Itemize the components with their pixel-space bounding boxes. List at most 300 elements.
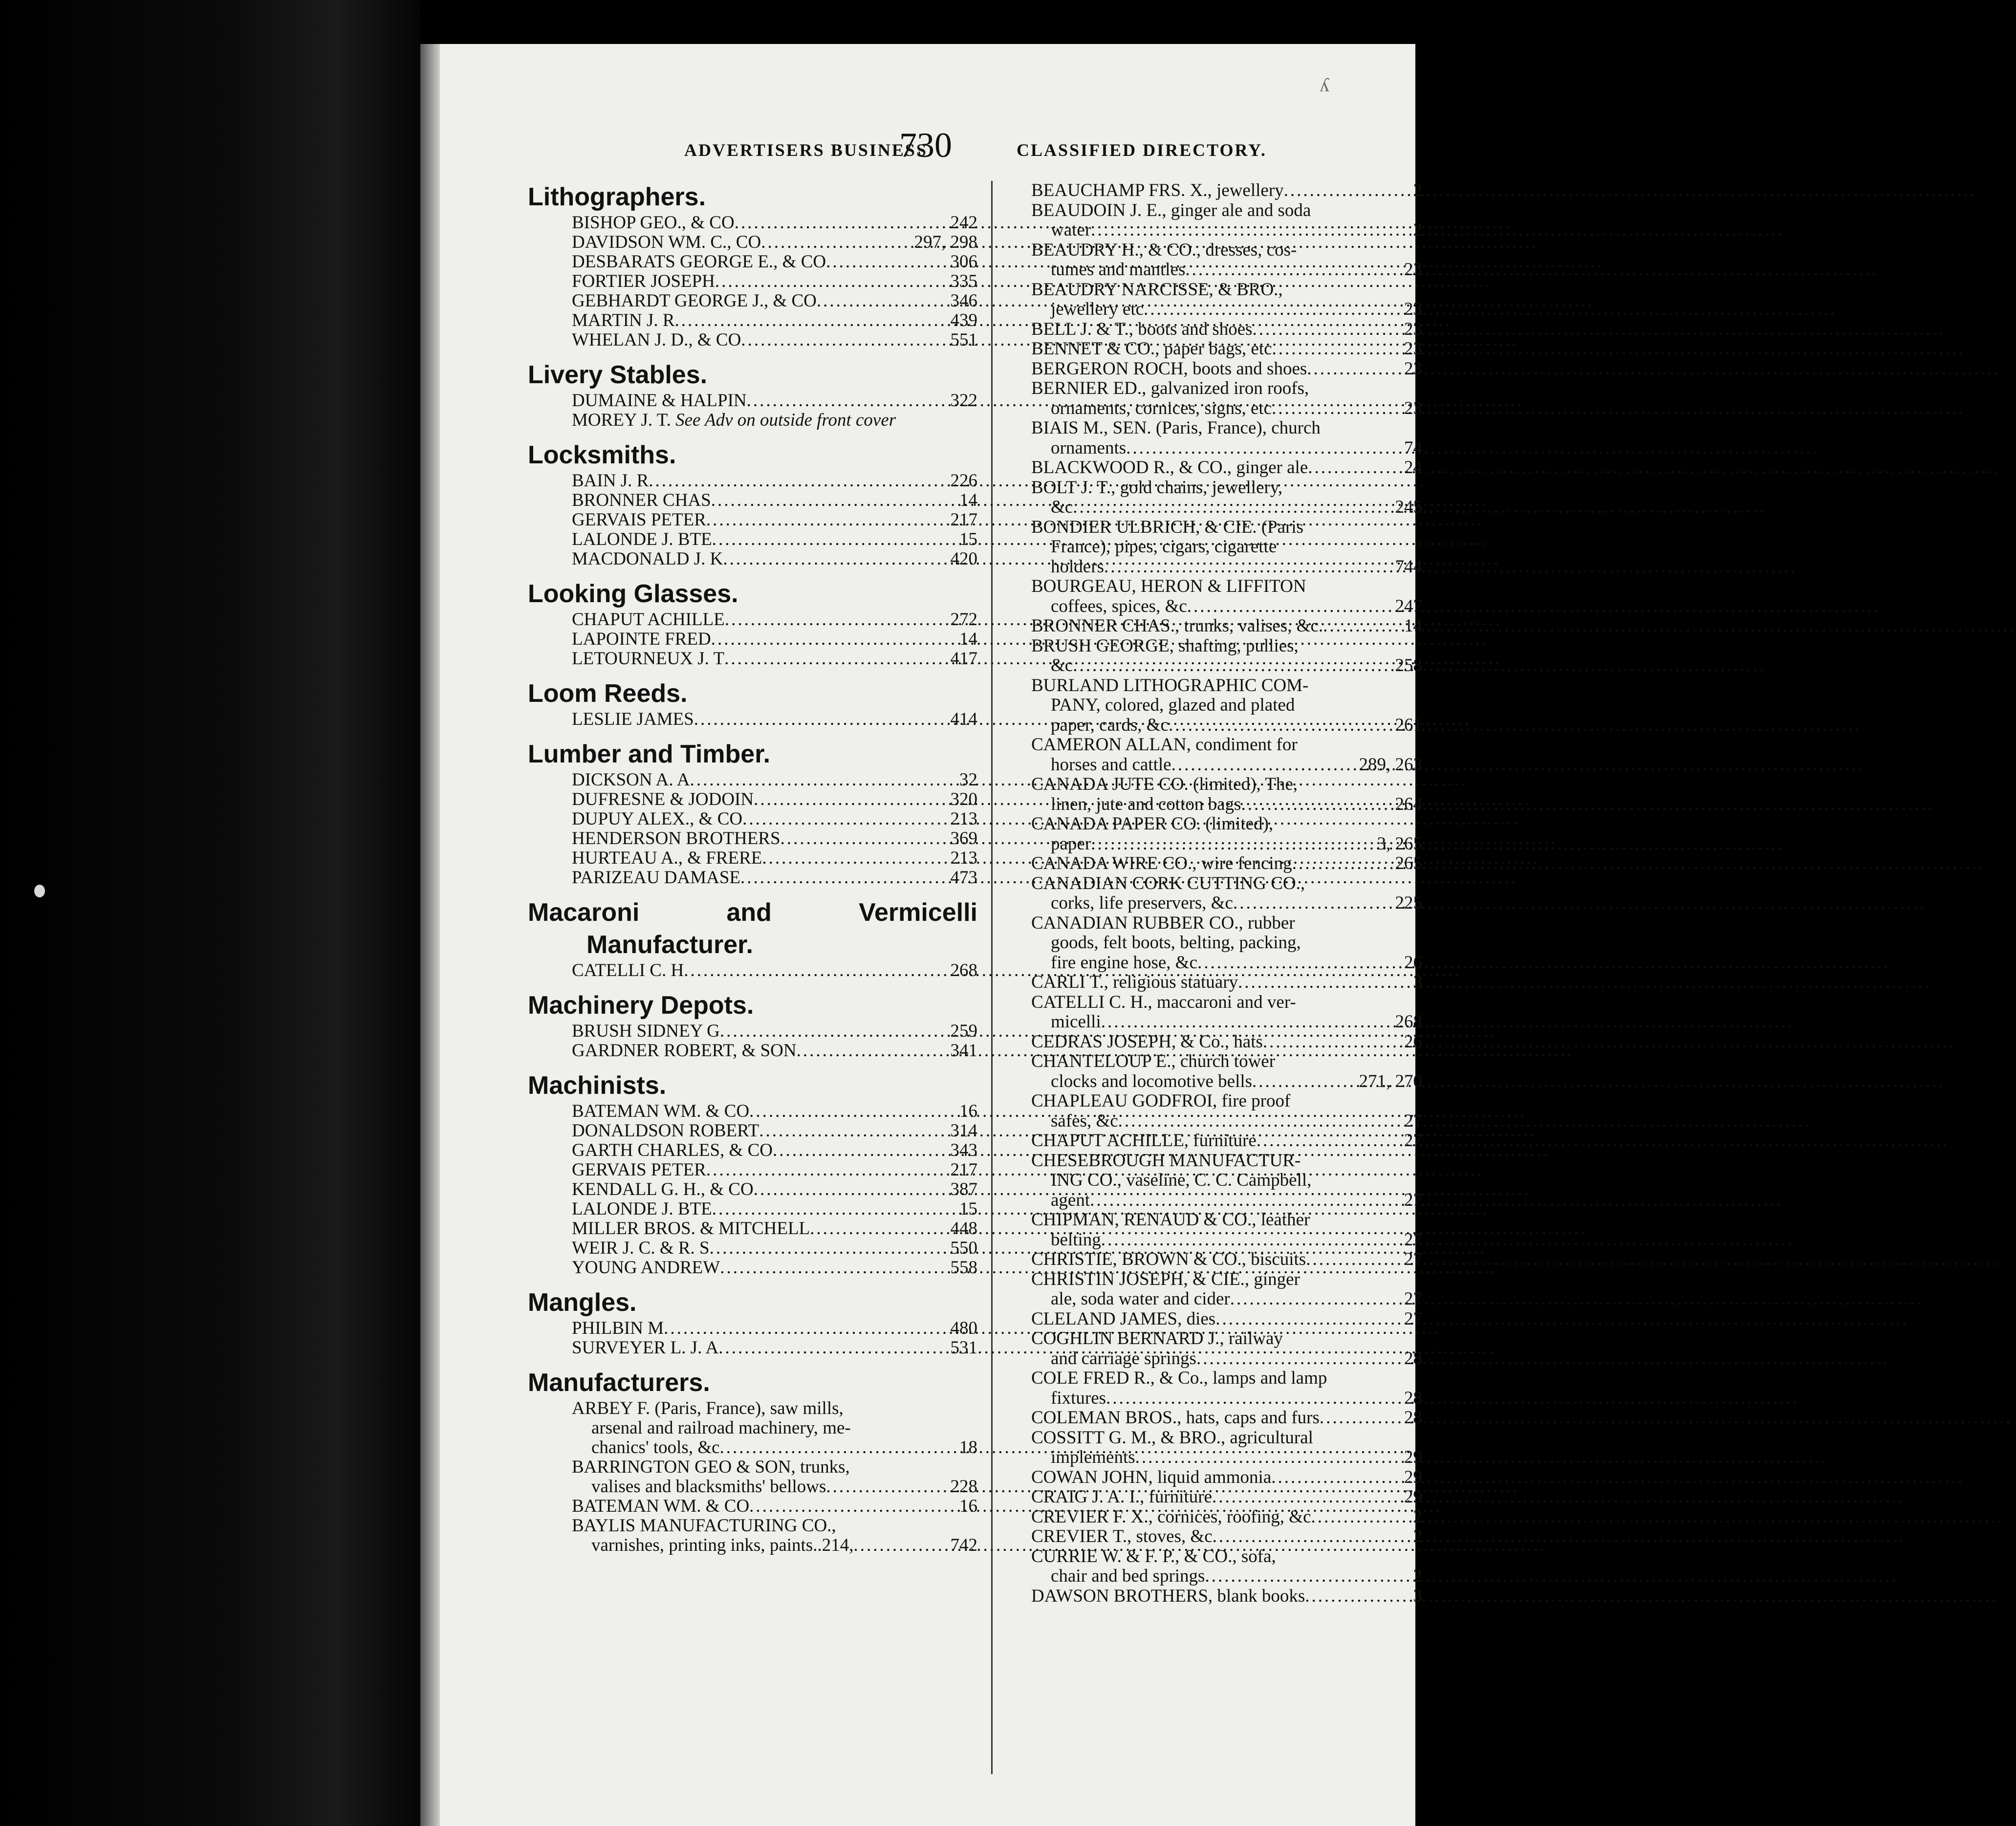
entry-line [1031, 636, 1422, 656]
directory-entry [572, 491, 977, 510]
entry-line [1031, 1329, 1422, 1349]
entry-page: 341 [950, 1041, 977, 1061]
entry-line [1031, 1587, 1422, 1607]
entry-name: LALONDE J. BTE [572, 529, 712, 549]
entry-name: LAPOINTE FRED [572, 629, 711, 649]
entry-line [1031, 854, 1422, 874]
directory-entry [1031, 854, 1422, 874]
entry-line [1031, 1408, 1422, 1428]
entry-text: BIAIS M., SEN. (Paris, France), church [1031, 418, 1321, 438]
entry-text: BONDIER ULBRICH, & CIE. (Paris [1031, 517, 1304, 537]
entry-text: water [1051, 220, 1091, 240]
entry-name: DUFRESNE & JODOIN [572, 789, 754, 809]
entry-text: DAWSON BROTHERS, blank books [1031, 1586, 1305, 1606]
entry-name: BATEMAN WM. & CO [572, 1101, 750, 1121]
entry-name: GERVAIS PETER [572, 1160, 706, 1180]
entry-line [1031, 993, 1422, 1013]
entry-page: 242 [950, 213, 977, 233]
left-column [528, 181, 977, 1555]
entry-line [1031, 735, 1422, 755]
entry-page: 3, 265 [1377, 833, 1422, 854]
directory-entry [1031, 973, 1422, 993]
entry-text: CANADA JUTE CO. (limited), The, [1031, 774, 1298, 794]
entry-page: 213 [950, 848, 977, 868]
leader-dots [711, 491, 956, 510]
leader-dots [810, 1219, 947, 1239]
entry-line [1031, 1111, 1422, 1131]
entry-name: DAVIDSON WM. C., CO [572, 232, 761, 252]
entry-text: COLE FRED R., & Co., lamps and lamp [1031, 1368, 1327, 1388]
entry-line [1031, 1389, 1422, 1409]
entry-page: 27 [1404, 1130, 1422, 1151]
entry-page: 531 [950, 1338, 977, 1358]
entry-line [1031, 1448, 1422, 1468]
entry-text: COWAN JOHN, liquid ammonia [1031, 1467, 1272, 1487]
entry-line [1031, 359, 1422, 379]
entry-text: CEDRAS JOSEPH, & Co., hats [1031, 1031, 1263, 1052]
entry-page: 28 [1404, 1408, 1422, 1428]
entry-line [1031, 498, 1422, 518]
entry-line [1031, 716, 1422, 736]
entry-line [1031, 280, 1422, 300]
entry-line [1031, 1151, 1422, 1171]
directory-entry [1031, 1547, 1422, 1587]
entry-page: 16 [959, 1496, 977, 1516]
entry-line [1031, 814, 1422, 834]
directory-entry [1031, 1408, 1422, 1428]
leader-dots [826, 1477, 948, 1497]
entry-text: CHAPUT ACHILLE, furniture [1031, 1130, 1257, 1151]
entry-text: &c [1051, 655, 1073, 675]
entry-text: ale, soda water and cider [1051, 1289, 1230, 1309]
entry-name: BRUSH SIDNEY G [572, 1021, 720, 1041]
directory-entry [1031, 379, 1422, 418]
entry-text: CHESEBROUGH MANUFACTUR- [1031, 1150, 1301, 1171]
entry-line [1031, 557, 1422, 577]
entry-text: BOLT J. T., gold chains, jewellery, [1031, 477, 1283, 498]
leader-dots [1292, 854, 1393, 874]
directory-entry [572, 961, 977, 980]
entry-text: CHANTELOUP E., church tower [1031, 1051, 1276, 1071]
leader-dots [1196, 1349, 1402, 1369]
entry-line [1031, 1289, 1422, 1309]
entry-line [1031, 1270, 1422, 1290]
entry-line [1031, 399, 1422, 419]
leader-dots [1106, 1389, 1402, 1409]
entry-line [1031, 478, 1422, 498]
entry-page: 480 [950, 1318, 977, 1338]
directory-entry [1031, 993, 1422, 1032]
leader-dots [1126, 438, 1402, 458]
entry-text: valises and blacksmiths' bellows [591, 1477, 826, 1497]
entry-line [1031, 696, 1422, 716]
entry-text: BEAUCHAMP FRS. X., jewellery [1031, 180, 1284, 200]
entry-line [1031, 933, 1422, 953]
leader-dots [1213, 1527, 1411, 1547]
entry-text: linen, jute and cotton bags [1051, 794, 1241, 814]
entry-text: holders [1051, 556, 1104, 577]
entry-page: 2 [1413, 1566, 1422, 1586]
entry-text: corks, life preservers, &c [1051, 893, 1233, 913]
entry-line [1031, 438, 1422, 458]
leader-dots [1323, 616, 1402, 636]
directory-entry [572, 610, 977, 630]
entry-line [1031, 458, 1422, 478]
entry-page: 23 [1404, 398, 1422, 418]
entry-text: CANADA PAPER CO. (limited), [1031, 814, 1274, 834]
entry-text: BLACKWOOD R., & CO., ginger ale [1031, 457, 1308, 478]
directory-entry [1031, 1369, 1422, 1408]
entry-text: jewellery etc [1051, 299, 1144, 319]
header-right: CLASSIFIED DIRECTORY. [1017, 140, 1267, 160]
entry-text: BRUSH GEORGE, shafting, pullies, [1031, 635, 1299, 656]
directory-entry [572, 1199, 977, 1219]
directory-entry [1031, 676, 1422, 736]
entry-page: 343 [950, 1140, 977, 1160]
entry-page: 268 [950, 960, 977, 980]
section-heading [528, 896, 977, 961]
entry-text: fixtures [1051, 1388, 1106, 1408]
entry-page: 14 [959, 629, 977, 649]
entry-text: BATEMAN WM. & CO [572, 1496, 750, 1516]
entry-text: arsenal and railroad machinery, me- [591, 1418, 851, 1438]
entry-name: WHELAN J. D., & CO [572, 330, 741, 350]
entry-page: 213 [950, 809, 977, 829]
section-entries [528, 1102, 977, 1278]
entry-page: 28 [1404, 1388, 1422, 1408]
leader-dots [1212, 1487, 1402, 1507]
directory-entry [1031, 518, 1422, 577]
leader-dots [1118, 1111, 1402, 1131]
section-heading: Lithographers. [528, 183, 706, 211]
leader-dots [1308, 458, 1402, 478]
leader-dots [1091, 220, 1411, 240]
entry-text: CANADIAN RUBBER CO., rubber [1031, 913, 1295, 933]
directory-entry [1031, 320, 1422, 340]
directory-entry [1031, 1032, 1422, 1052]
entry-page: 23 [1404, 339, 1422, 359]
entry-text: safes, &c [1051, 1110, 1118, 1131]
entry-text: ornaments [1051, 437, 1127, 458]
entry-page: 2 [1413, 180, 1422, 200]
leader-dots [747, 391, 948, 411]
entry-name: KENDALL G. H., & CO [572, 1179, 754, 1199]
section-heading: Machinery Depots. [528, 991, 754, 1020]
leader-dots [720, 1258, 947, 1278]
directory-entry [1031, 1587, 1422, 1607]
directory-entry [1031, 1309, 1422, 1329]
entry-text: BEAUDOIN J. E., ginger ale and soda [1031, 200, 1311, 220]
entry-page: 3 [1413, 1586, 1422, 1606]
entry-line [1031, 676, 1422, 696]
entry-name: SURVEYER L. J. A [572, 1338, 719, 1358]
directory-entry [572, 549, 977, 569]
directory-entry [572, 530, 977, 549]
directory-entry [1031, 1091, 1422, 1131]
leader-dots [649, 471, 947, 491]
entry-text: CHRISTIN JOSEPH, & CIE., ginger [1031, 1269, 1300, 1289]
entry-name: BISHOP GEO., & CO [572, 213, 735, 233]
directory-entry [1031, 874, 1422, 913]
scan-speck [34, 885, 45, 897]
leader-dots [1073, 656, 1393, 676]
entry-line [572, 1536, 977, 1555]
entry-line [1031, 874, 1422, 894]
directory-entry [572, 848, 977, 868]
entry-line [1031, 1012, 1422, 1032]
leader-dots [1306, 1250, 1402, 1270]
entry-page: 226 [950, 471, 977, 491]
entry-name: DESBARATS GEORGE E., & CO [572, 252, 826, 272]
entry-page: 387 [950, 1179, 977, 1199]
directory-entry [572, 330, 977, 350]
section-entries [528, 610, 977, 669]
leader-dots [1272, 399, 1402, 419]
entry-text: BERNIER ED., galvanized iron roofs, [1031, 378, 1309, 398]
directory-entry [572, 1041, 977, 1061]
leader-dots [720, 1022, 948, 1041]
entry-line [572, 1457, 977, 1477]
entry-line [1031, 1349, 1422, 1369]
entry-text: ARBEY F. (Paris, France), saw mills, [572, 1398, 844, 1418]
leader-dots [773, 1141, 948, 1160]
leader-dots [723, 549, 947, 569]
entry-line [1031, 913, 1422, 934]
entry-page: 335 [950, 271, 977, 291]
entry-line [1031, 775, 1422, 795]
entry-text: CATELLI C. H., maccaroni and ver- [1031, 992, 1296, 1012]
entry-page: 550 [950, 1238, 977, 1258]
entry-page: 74 [1404, 437, 1422, 458]
entry-text: ornaments, cornices, signs, etc [1051, 398, 1272, 418]
leader-dots [1257, 1131, 1402, 1151]
entry-line [572, 1438, 977, 1457]
entry-line [1031, 339, 1422, 359]
entry-text: CREVIER F. X., cornices, roofing, &c [1031, 1506, 1311, 1527]
entry-line [1031, 1171, 1422, 1191]
entry-line [1031, 260, 1422, 280]
leader-dots [1253, 320, 1402, 340]
leader-dots [1135, 1448, 1402, 1468]
leader-dots [664, 1319, 947, 1338]
leader-dots [1263, 1032, 1402, 1052]
entry-page: 32 [959, 770, 977, 790]
section-heading-line1: Macaroni and Vermicelli [528, 898, 977, 927]
directory-entry [1031, 735, 1422, 775]
entry-name: GARDNER ROBERT, & SON [572, 1041, 797, 1061]
entry-name: MACDONALD J. K [572, 549, 723, 569]
entry-page: 417 [950, 649, 977, 669]
directory-entry [1031, 1428, 1422, 1468]
directory-entry [572, 710, 977, 729]
entry-line [1031, 1369, 1422, 1389]
entry-page: 29 [1404, 1487, 1422, 1507]
leader-dots [724, 649, 947, 669]
entry-line [1031, 755, 1422, 775]
entry-line [1031, 616, 1422, 636]
entry-text: COSSITT G. M., & BRO., agricultural [1031, 1427, 1313, 1448]
entry-line [572, 1477, 977, 1497]
leader-dots [735, 213, 948, 233]
entry-text: ING CO., vaseline, C. C. Campbell, [1051, 1170, 1312, 1190]
entry-page: 439 [950, 310, 977, 330]
right-column [1031, 181, 1422, 1606]
directory-entry [572, 1121, 977, 1141]
entry-text: CARLI T., religious statuary [1031, 972, 1238, 992]
entry-page: 225 [1395, 893, 1422, 913]
directory-entry [572, 471, 977, 491]
entry-page: 414 [950, 709, 977, 729]
directory-entry [572, 272, 977, 291]
directory-entry [1031, 1329, 1422, 1369]
entry-name: DUMAINE & HALPIN [572, 391, 747, 411]
entry-name: DONALDSON ROBERT [572, 1121, 759, 1141]
directory-entry [1031, 616, 1422, 636]
entry-page: 322 [950, 391, 977, 411]
leader-dots [1073, 498, 1393, 518]
leader-dots [759, 1121, 947, 1141]
entry-text: &c [1051, 497, 1073, 517]
entry-name: GARTH CHARLES, & CO [572, 1140, 773, 1160]
directory-entry [572, 868, 977, 888]
entry-page: 14 [1404, 616, 1422, 636]
section-heading: Lumber and Timber. [528, 740, 771, 768]
entry-name: CATELLI C. H [572, 960, 684, 980]
entry-page: 23 [1404, 319, 1422, 339]
leader-dots [706, 510, 948, 530]
entry-line [1031, 1091, 1422, 1111]
entry-name: GERVAIS PETER [572, 510, 706, 530]
entry-page: 228 [950, 1477, 977, 1497]
entry-name: CHAPUT ACHILLE [572, 609, 725, 630]
leader-dots [1185, 260, 1402, 280]
entry-text: CHAPLEAU GODFROI, fire proof [1031, 1091, 1291, 1111]
directory-entry [1031, 478, 1422, 518]
entry-page: 744 [1395, 556, 1422, 577]
entry-text: BERGERON ROCH, boots and shoes [1031, 358, 1307, 379]
entry-page: 29 [1404, 1447, 1422, 1467]
entry-line [1031, 1131, 1422, 1151]
leader-dots [718, 1338, 947, 1358]
leader-dots [1169, 716, 1393, 736]
directory-entry [572, 213, 977, 233]
entry-text: BEAUDRY H., & CO., dresses, cos- [1031, 239, 1297, 260]
entry-page: 18 [959, 1437, 977, 1457]
entry-text: BENNET & CO., paper bags, etc [1031, 339, 1272, 359]
entry-page: 272 [950, 609, 977, 630]
entry-text: clocks and locomotive bells [1051, 1071, 1253, 1091]
leader-dots [817, 291, 948, 311]
entry-text: CREVIER T., stoves, &c [1031, 1526, 1213, 1546]
directory-entry [1031, 458, 1422, 478]
leader-dots [1272, 339, 1402, 359]
entry-name: BAIN J. R [572, 471, 649, 491]
entry-name: DUPUY ALEX., & CO [572, 809, 743, 829]
leader-dots [711, 630, 956, 649]
directory-entry [1031, 913, 1422, 973]
leader-dots [826, 252, 947, 272]
leader-dots [780, 829, 948, 848]
section-entries [528, 1022, 977, 1061]
directory-entry [1031, 1270, 1422, 1309]
leader-dots [710, 1239, 948, 1258]
entry-name: DICKSON A. A [572, 770, 690, 790]
section-entries [528, 1319, 977, 1358]
directory-entry [572, 1141, 977, 1160]
leader-dots [762, 848, 947, 868]
entry-line [572, 1418, 977, 1438]
directory-entry [572, 790, 977, 809]
directory-entry [1031, 418, 1422, 458]
entry-page: 346 [950, 291, 977, 311]
directory-entry [572, 1160, 977, 1180]
entry-line [1031, 181, 1422, 201]
directory-entry [572, 1516, 977, 1555]
leader-dots [853, 1536, 948, 1555]
entry-page: 29 [1404, 1467, 1422, 1487]
leader-dots [1252, 1072, 1357, 1092]
section-entries [528, 391, 977, 430]
directory-page [420, 44, 1422, 1826]
directory-entry [572, 809, 977, 829]
entry-text: agent [1051, 1190, 1090, 1210]
section-heading: Looking Glasses. [528, 580, 738, 608]
section-entries [528, 961, 977, 980]
entry-page: 2 [1413, 1506, 1422, 1527]
directory-entry [572, 829, 977, 848]
entry-line [1031, 518, 1422, 538]
directory-entry [1031, 1210, 1422, 1250]
directory-entry [572, 1219, 977, 1239]
entry-text: chair and bed springs [1051, 1566, 1205, 1586]
leader-dots [684, 961, 947, 980]
directory-entry [572, 1319, 977, 1338]
entry-text: BRONNER CHAS., trunks, valises, &c. [1031, 616, 1323, 636]
leader-dots [754, 1180, 948, 1199]
entry-name: PARIZEAU DAMASE [572, 868, 741, 888]
entry-text: CRAIG J. A. I., furniture [1031, 1487, 1212, 1507]
entry-line [1031, 795, 1422, 815]
leader-dots [1091, 834, 1375, 854]
entry-text: BOURGEAU, HERON & LIFFITON [1031, 576, 1306, 596]
entry-page: 420 [950, 549, 977, 569]
entry-text: horses and cattle [1051, 754, 1171, 775]
directory-entry [1031, 280, 1422, 320]
directory-entry [1031, 1487, 1422, 1507]
entry-page: 558 [950, 1258, 977, 1278]
leader-dots [749, 1497, 957, 1516]
directory-entry [1031, 775, 1422, 814]
leader-dots [712, 1199, 956, 1219]
entry-page: 265 [1395, 853, 1422, 873]
entry-name: MOREY J. T. [572, 410, 676, 430]
directory-entry [1031, 1151, 1422, 1211]
entry-line [1031, 418, 1422, 438]
entry-line [1031, 893, 1422, 913]
entry-page: 261 [1395, 715, 1422, 735]
entry-text: CANADA WIRE CO., wire fencing [1031, 853, 1292, 873]
entry-name: FORTIER JOSEPH [572, 271, 715, 291]
entry-text: belting [1051, 1229, 1101, 1250]
entry-text: CAMERON ALLAN, condiment for [1031, 735, 1298, 755]
entry-page: 27 [1404, 1110, 1422, 1131]
entry-line [1031, 1191, 1422, 1211]
entry-line [1031, 1428, 1422, 1448]
entry-page: 258 [1395, 655, 1422, 675]
entry-text: implements [1051, 1447, 1135, 1467]
entry-page: 15 [959, 1199, 977, 1219]
entry-text: varnishes, printing inks, paints..214, [591, 1535, 854, 1555]
